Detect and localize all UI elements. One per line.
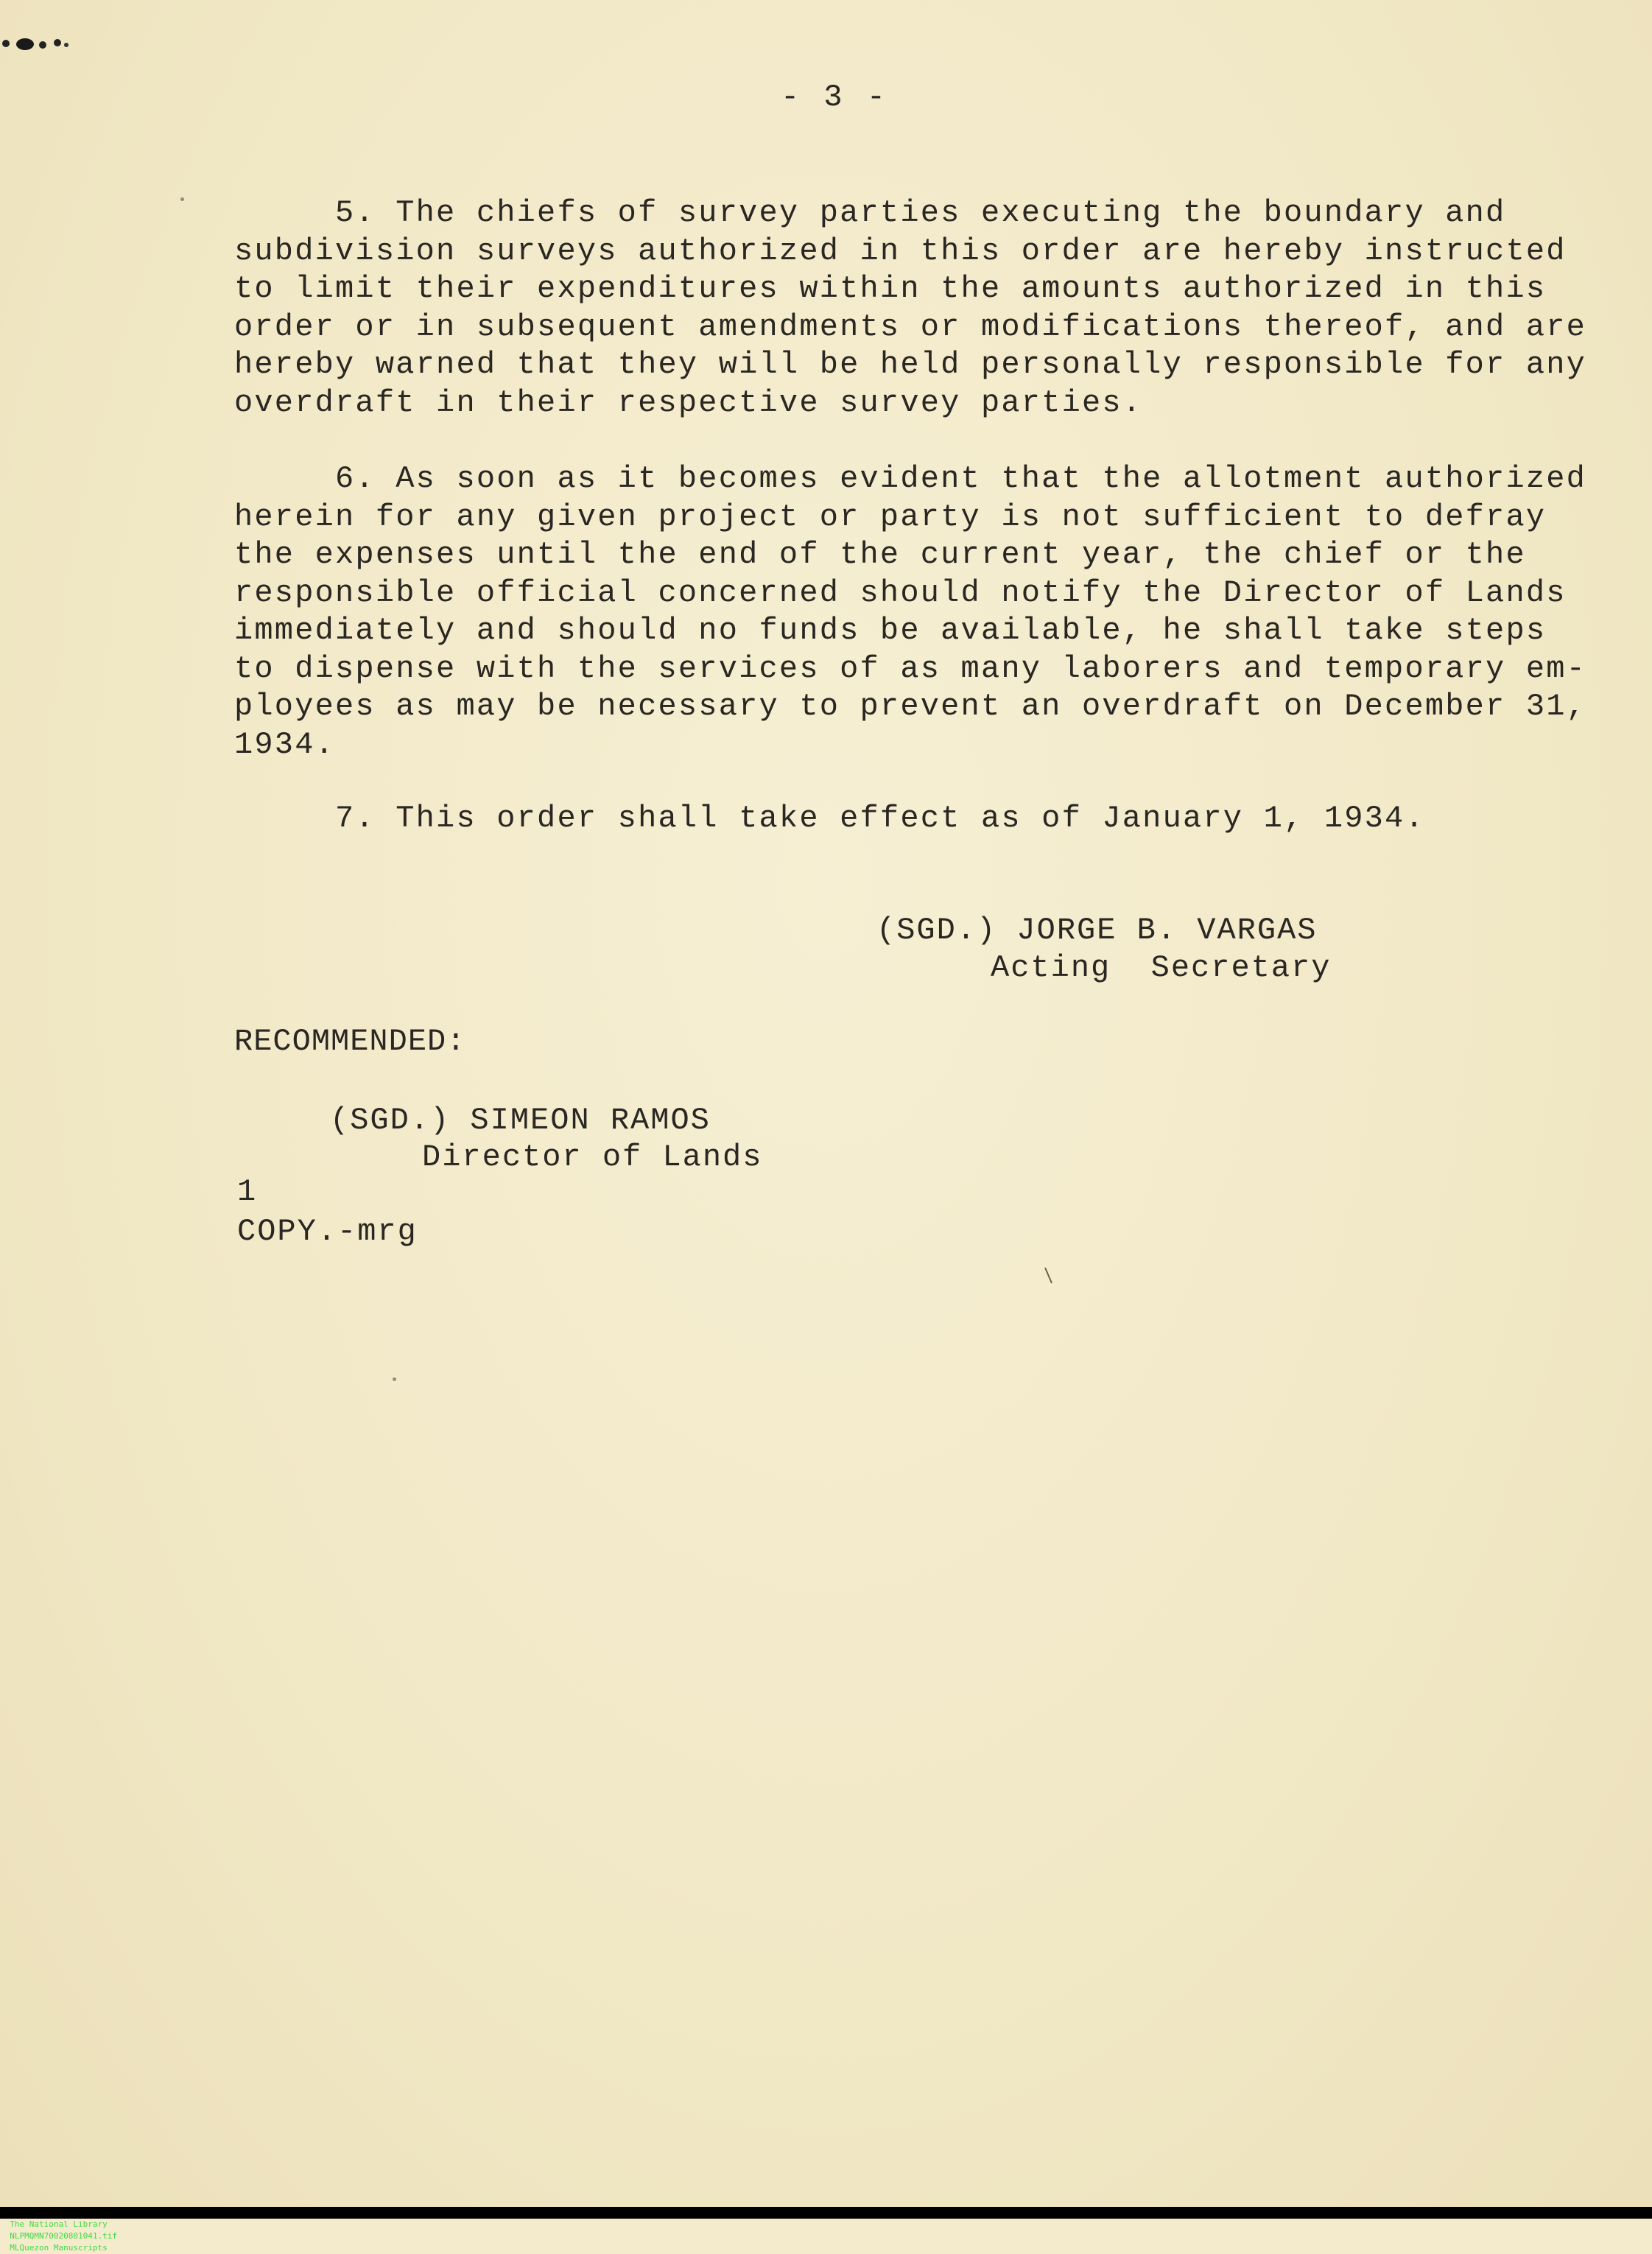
ink-speck <box>393 1377 396 1381</box>
paragraph-line: overdraft in their respective survey parties. <box>234 385 1143 421</box>
footer-library: The National Library <box>10 2219 108 2229</box>
footer-collection: MLQuezon Manuscripts <box>10 2243 108 2253</box>
paragraph-line: herein for any given project or party is not sufficient to defray <box>234 499 1547 535</box>
copy-count: 1 <box>237 1174 258 1209</box>
paragraph-line: order or in subsequent amendments or modifications thereof, and are <box>234 309 1587 345</box>
paragraph-line: to limit their expenditures within the amounts authorized in this <box>234 271 1547 306</box>
paragraph-line: subdivision surveys authorized in this order are hereby instructed <box>234 233 1567 269</box>
paragraph-5 <box>234 194 1587 422</box>
paragraph-line: immediately and should no funds be available, he shall take steps <box>234 613 1547 648</box>
footer-file-id: NLPMQMN70020801041.tif <box>10 2231 117 2241</box>
paragraph-line: 5. The chiefs of survey parties executing the boundary and <box>234 195 1506 231</box>
paragraph-6 <box>234 460 1587 764</box>
director-signature-title: Director of Lands <box>422 1140 763 1175</box>
paragraph-line: ployees as may be necessary to prevent an overdraft on December 31, <box>234 689 1587 724</box>
paragraph-line: responsible official concerned should notify the Director of Lands <box>234 575 1567 611</box>
director-signature-name: (SGD.) SIMEON RAMOS <box>330 1103 711 1138</box>
paragraph-line: hereby warned that they will be held personally responsible for any <box>234 347 1587 382</box>
recommended-label: RECOMMENDED: <box>234 1024 466 1059</box>
paragraph-line: 6. As soon as it becomes evident that the allotment authorized <box>234 461 1587 496</box>
paragraph-line: 1934. <box>234 726 336 762</box>
paper-scratch <box>1044 1267 1053 1285</box>
scan-footer-bar <box>0 2207 1652 2253</box>
secretary-signature-title: Acting Secretary <box>991 950 1332 986</box>
secretary-signature-name: (SGD.) JORGE B. VARGAS <box>876 913 1318 948</box>
paragraph-7 <box>234 800 1501 838</box>
paragraph-line: to dispense with the services of as many laborers and temporary em- <box>234 650 1587 687</box>
page-number: - 3 - <box>781 80 889 115</box>
paragraph-line: 7. This order shall take effect as of January 1, 1934. <box>234 801 1425 836</box>
copy-note: COPY.-mrg <box>237 1214 418 1249</box>
staple-hole-mark <box>0 32 74 55</box>
ink-speck <box>180 197 184 201</box>
paragraph-line: the expenses until the end of the current year, the chief or the <box>234 537 1526 572</box>
